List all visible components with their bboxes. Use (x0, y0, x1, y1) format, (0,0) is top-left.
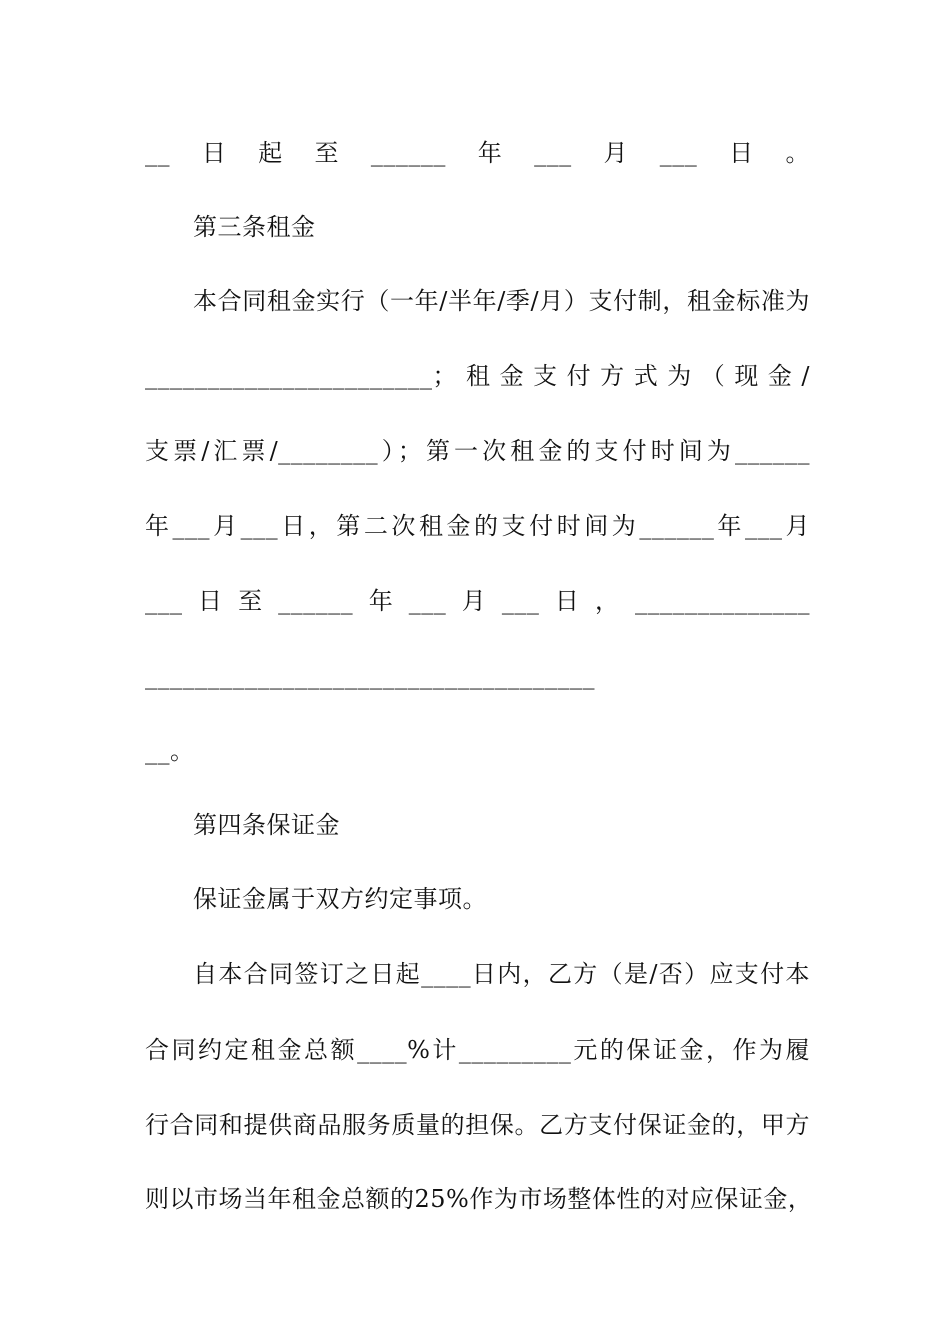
text-line-9: __。 (145, 737, 195, 765)
text-line-4: _______________________；租金支付方式为（现金/ (145, 362, 810, 390)
section-heading-deposit: 第四条保证金 (193, 811, 340, 839)
text-line-3: 本合同租金实行（一年/半年/季/月）支付制，租金标准为 (193, 287, 810, 315)
text-line-12: 自本合同签订之日起____日内，乙方（是/否）应支付本 (193, 960, 810, 988)
section-heading-rent: 第三条租金 (193, 213, 316, 241)
text-line-1: __日起至______年___月___日。 (145, 139, 810, 167)
text-line-7: ___日至______年___月___日，______________ (145, 587, 810, 615)
text-line-11: 保证金属于双方约定事项。 (193, 885, 487, 913)
text-line-8: ____________________________________ (145, 662, 595, 690)
text-line-13: 合同约定租金总额____%计_________元的保证金，作为履 (145, 1036, 810, 1064)
text-line-14: 行合同和提供商品服务质量的担保。乙方支付保证金的，甲方 (145, 1111, 810, 1139)
text-line-5: 支票/汇票/________）；第一次租金的支付时间为______ (145, 437, 810, 465)
text-line-15: 则以市场当年租金总额的25%作为市场整体性的对应保证金， (145, 1185, 813, 1213)
text-line-6: 年___月___日，第二次租金的支付时间为______年___月 (145, 512, 810, 540)
